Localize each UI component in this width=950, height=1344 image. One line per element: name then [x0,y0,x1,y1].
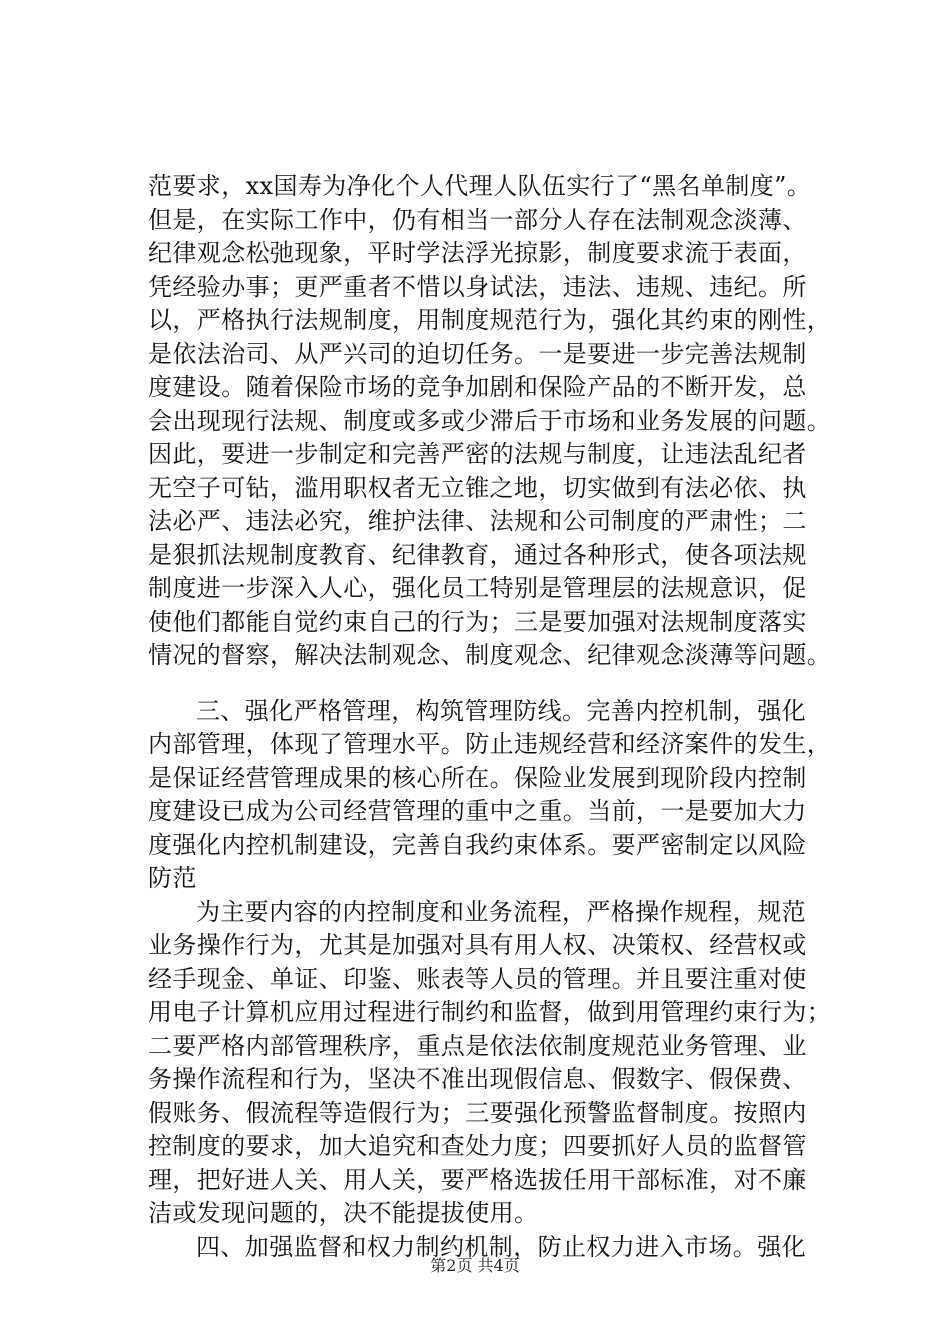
paragraph-gap [148,673,838,695]
text-line: 会出现现行法规、制度或多或少滞后于市场和业务发展的问题。 [148,406,832,435]
document-body [148,170,838,1264]
text-line: 使他们都能自觉约束自己的行为；三是要加强对法规制度落实 [148,607,807,636]
text-line: 因此，要进一步制定和完善严密的法规与制度，让违法乱纪者 [148,440,807,468]
text-line: 法必严、违法必究，维护法律、法规和公司制度的严肃性；二 [148,507,807,535]
text-line: 假账务、假流程等造假行为；三要强化预警监督制度。按照内 [148,1098,807,1127]
text-line: 二要严格内部管理秩序，重点是依法依制度规范业务管理、业 [148,1031,807,1060]
text-line: 经手现金、单证、印鉴、账表等人员的管理。并且要注重对使 [148,964,807,993]
text-line: 无空子可钻，滥用职权者无立锥之地，切实做到有法必依、执 [148,473,807,502]
text-line: 为主要内容的内控制度和业务流程，严格操作规程，规范 [196,897,806,926]
text-line: 纪律观念松弛现象，平时学法浮光掠影，制度要求流于表面， [148,239,807,267]
page-footer: 第2页 共4页 [430,1256,520,1275]
text-line: 以，严格执行法规制度，用制度规范行为，强化其约束的刚性， [148,306,832,334]
text-line: 是保证经营管理成果的核心所在。保险业发展到现阶段内控制 [148,763,807,792]
paragraph [148,896,838,1231]
text-line: 理，把好进人关、用人关，要严格选拔任用干部标准，对不廉 [148,1165,807,1194]
text-line: 是依法治司、从严兴司的迫切任务。一是要进一步完善法规制 [148,339,807,368]
text-line: 是狠抓法规制度教育、纪律教育，通过各种形式，使各项法规 [148,540,807,569]
text-line: 情况的督察，解决法制观念、制度观念、纪律观念淡薄等问题。 [148,641,832,669]
text-line: 度建设已成为公司经营管理的重中之重。当前，一是要加大力 [148,797,807,825]
text-line: 三、强化严格管理，构筑管理防线。完善内控机制，强化 [196,696,806,725]
text-line: 度强化内控机制建设，完善自我约束体系。要严密制定以风险 [148,830,807,859]
text-line: 但是，在实际工作中，仍有相当一部分人存在法制观念淡薄、 [148,205,807,234]
text-line: 四、加强监督和权力制约机制，防止权力进入市场。强化 [196,1232,806,1261]
paragraph [148,170,838,673]
paragraph [148,695,838,896]
text-line: 制度进一步深入人心，强化员工特别是管理层的法规意识，促 [148,574,807,602]
text-line: 度建设。随着保险市场的竞争加剧和保险产品的不断开发，总 [148,373,807,401]
text-line: 凭经验办事；更严重者不惜以身试法，违法、违规、违纪。所 [148,272,807,301]
text-line: 务操作流程和行为，坚决不准出现假信息、假数字、假保费、 [148,1065,807,1093]
text-line: 范要求，xx国寿为净化个人代理人队伍实行了“黑名单制度”。 [148,172,812,200]
text-line: 防范 [148,864,197,892]
text-line: 内部管理，体现了管理水平。防止违规经营和经济案件的发生， [148,730,832,758]
text-line: 业务操作行为，尤其是加强对具有用人权、决策权、经营权或 [148,931,807,959]
text-line: 用电子计算机应用过程进行制约和监督，做到用管理约束行为； [148,998,832,1026]
text-line: 控制度的要求，加大追究和查处力度；四要抓好人员的监督管 [148,1132,807,1160]
text-line: 洁或发现问题的，决不能提拔使用。 [148,1199,539,1227]
